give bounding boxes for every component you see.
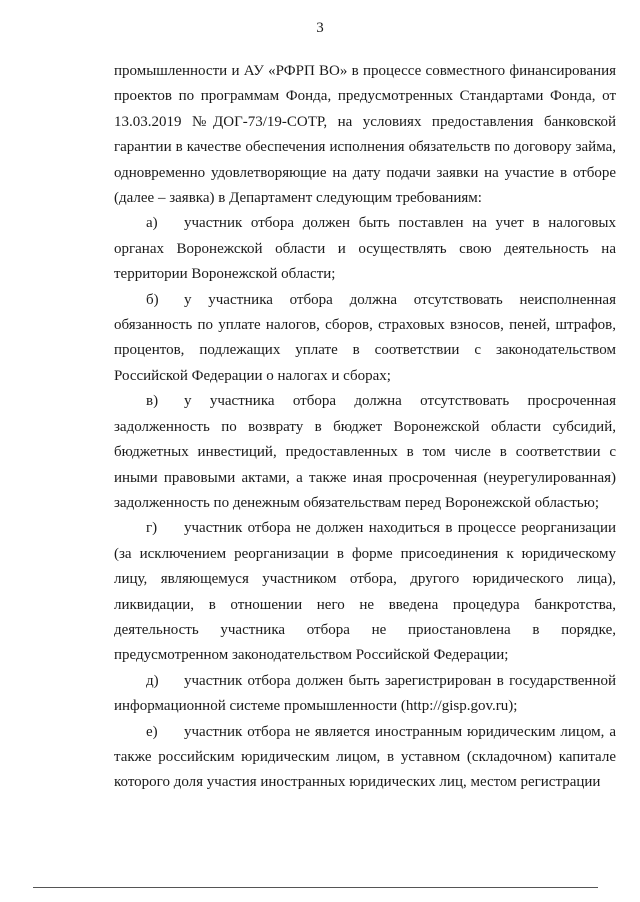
list-item-d	[114, 669, 616, 720]
list-item-e	[114, 720, 616, 796]
list-item-text: у участника отбора должна отсутствовать просроченная задолженность по возврату в бюджет Воронежской области субсидий, бюджетных инвестиций, предоставленных в том числе в соответствии с иными правовыми актами, а также иная просроченная (неурегулированная) задолженность по денежным обязательствам перед Воронежской областью;	[114, 393, 616, 511]
list-item-letter: а)	[146, 215, 158, 232]
footer-rule	[33, 887, 598, 888]
list-item-text: участник отбора не является иностранным юридическим лицом, а также российским юридическим лицом, в уставном (складочном) капитале которого доля участия иностранных юридических лиц, местом регистрации	[114, 723, 616, 791]
page-number: 3	[316, 20, 324, 36]
list-item-text: участник отбора должен быть поставлен на учет в налоговых органах Воронежской области и осуществлять свою деятельность на территории Воронежской области;	[114, 215, 616, 283]
document-body	[114, 59, 616, 796]
list-item-letter: г)	[146, 520, 158, 537]
list-item-a	[114, 211, 616, 287]
list-item-text: участник отбора должен быть зарегистрирован в государственной информационной системе промышленности (http://gisp.gov.ru);	[114, 672, 616, 715]
intro-paragraph: промышленности и АУ «РФРП ВО» в процессе совместного финансирования проектов по программам Фонда, предусмотренных Стандартами Фонда, от 13.03.2019 №ДОГ-73/19-СОТР, на условиях предоставления банковской гарантии в качестве обеспечения исполнения обязательств по договору займа, одновременно удовлетворяющие на дату подачи заявки на участие в отборе (далее – заявка) в Департамент следующим требованиям:	[114, 63, 616, 207]
list-item-g	[114, 516, 616, 668]
list-item-text: участник отбора не должен находиться в процессе реорганизации (за исключением реорганизации в форме присоединения к юридическому лицу, являющемуся участником отбора, другого юридического лица), ликвидации, в отношении него не введена процедура банкротства, деятельность участника отбора не приостановлена в порядке, предусмотренном законодательством Российской Федерации;	[114, 520, 616, 664]
list-item-text: у участника отбора должна отсутствовать неисполненная обязанность по уплате налогов, сборов, страховых взносов, пеней, штрафов, процентов, подлежащих уплате в соответствии с законодательством Российской Федерации о налогах и сборах;	[114, 291, 616, 384]
list-item-v	[114, 389, 616, 516]
list-item-b	[114, 288, 616, 390]
list-item-letter: е)	[146, 723, 158, 740]
list-item-letter: б)	[146, 291, 159, 308]
list-item-letter: в)	[146, 393, 159, 410]
list-item-letter: д)	[146, 672, 159, 689]
